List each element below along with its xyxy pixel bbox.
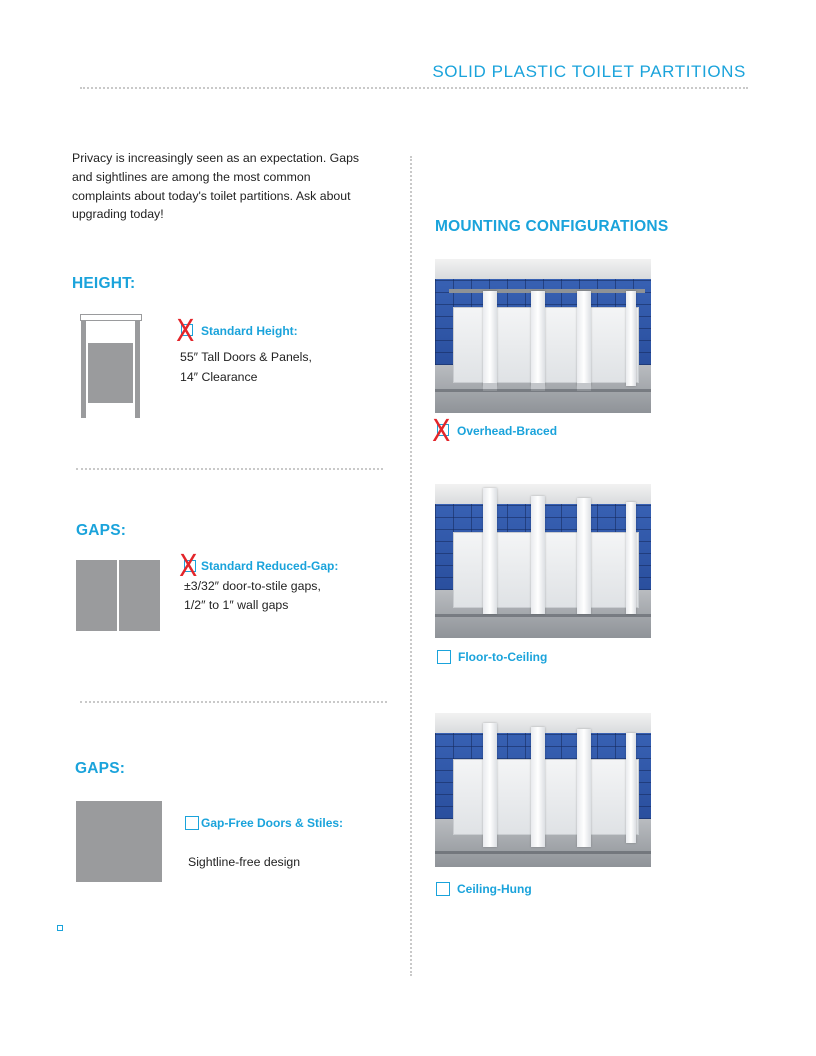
diagram-door-panel xyxy=(88,343,133,403)
page-title: SOLID PLASTIC TOILET PARTITIONS xyxy=(432,62,746,81)
ceiling-hung-checkbox[interactable] xyxy=(436,882,450,896)
x-mark-icon: X xyxy=(176,314,195,349)
section-divider xyxy=(80,701,387,703)
floor-to-ceiling-label: Floor-to-Ceiling xyxy=(458,650,548,664)
gap-free-label: Gap-Free Doors & Stiles: xyxy=(201,816,344,830)
standard-reduced-gap-desc-2: 1/2″ to 1″ wall gaps xyxy=(184,598,289,612)
overhead-braced-photo xyxy=(435,259,651,413)
standard-height-desc-2: 14″ Clearance xyxy=(180,370,258,384)
intro-text: Privacy is increasingly seen as an expectation. Gaps and sightlines are among the most common complaints about today's toilet partitions. Ask about upgrading today! xyxy=(72,151,360,222)
floor-to-ceiling-checkbox[interactable] xyxy=(437,650,451,664)
gaps-heading: GAPS: xyxy=(75,760,126,777)
height-diagram xyxy=(78,312,144,420)
column-divider xyxy=(410,156,412,976)
standard-height-desc-1: 55″ Tall Doors & Panels, xyxy=(180,350,312,364)
diagram-headrail xyxy=(80,314,142,321)
gap-free-diagram xyxy=(76,801,162,882)
mounting-heading: MOUNTING CONFIGURATIONS xyxy=(435,218,669,235)
header-divider xyxy=(80,87,748,89)
standard-reduced-gap-desc-1: ±3/32″ door-to-stile gaps, xyxy=(184,579,321,593)
gap-diagram xyxy=(76,560,160,632)
section-divider xyxy=(76,468,383,470)
gap-free-checkbox[interactable] xyxy=(185,816,199,830)
floor-to-ceiling-photo xyxy=(435,484,651,638)
ceiling-hung-label: Ceiling-Hung xyxy=(457,882,532,896)
diagram-left-panel xyxy=(76,560,117,631)
diagram-right-panel xyxy=(119,560,160,631)
gap-free-desc: Sightline-free design xyxy=(188,855,301,869)
standard-height-label: Standard Height: xyxy=(201,324,298,338)
marker-icon xyxy=(57,925,63,931)
standard-reduced-gap-label: Standard Reduced-Gap: xyxy=(201,559,339,573)
x-mark-icon: X xyxy=(179,549,198,584)
diagram-right-stile xyxy=(135,320,140,418)
overhead-braced-label: Overhead-Braced xyxy=(457,424,558,438)
ceiling-hung-photo xyxy=(435,713,651,867)
x-mark-icon: X xyxy=(432,414,451,449)
diagram-left-stile xyxy=(81,320,86,418)
gaps-heading: GAPS: xyxy=(76,522,127,539)
height-heading: HEIGHT: xyxy=(72,275,136,292)
